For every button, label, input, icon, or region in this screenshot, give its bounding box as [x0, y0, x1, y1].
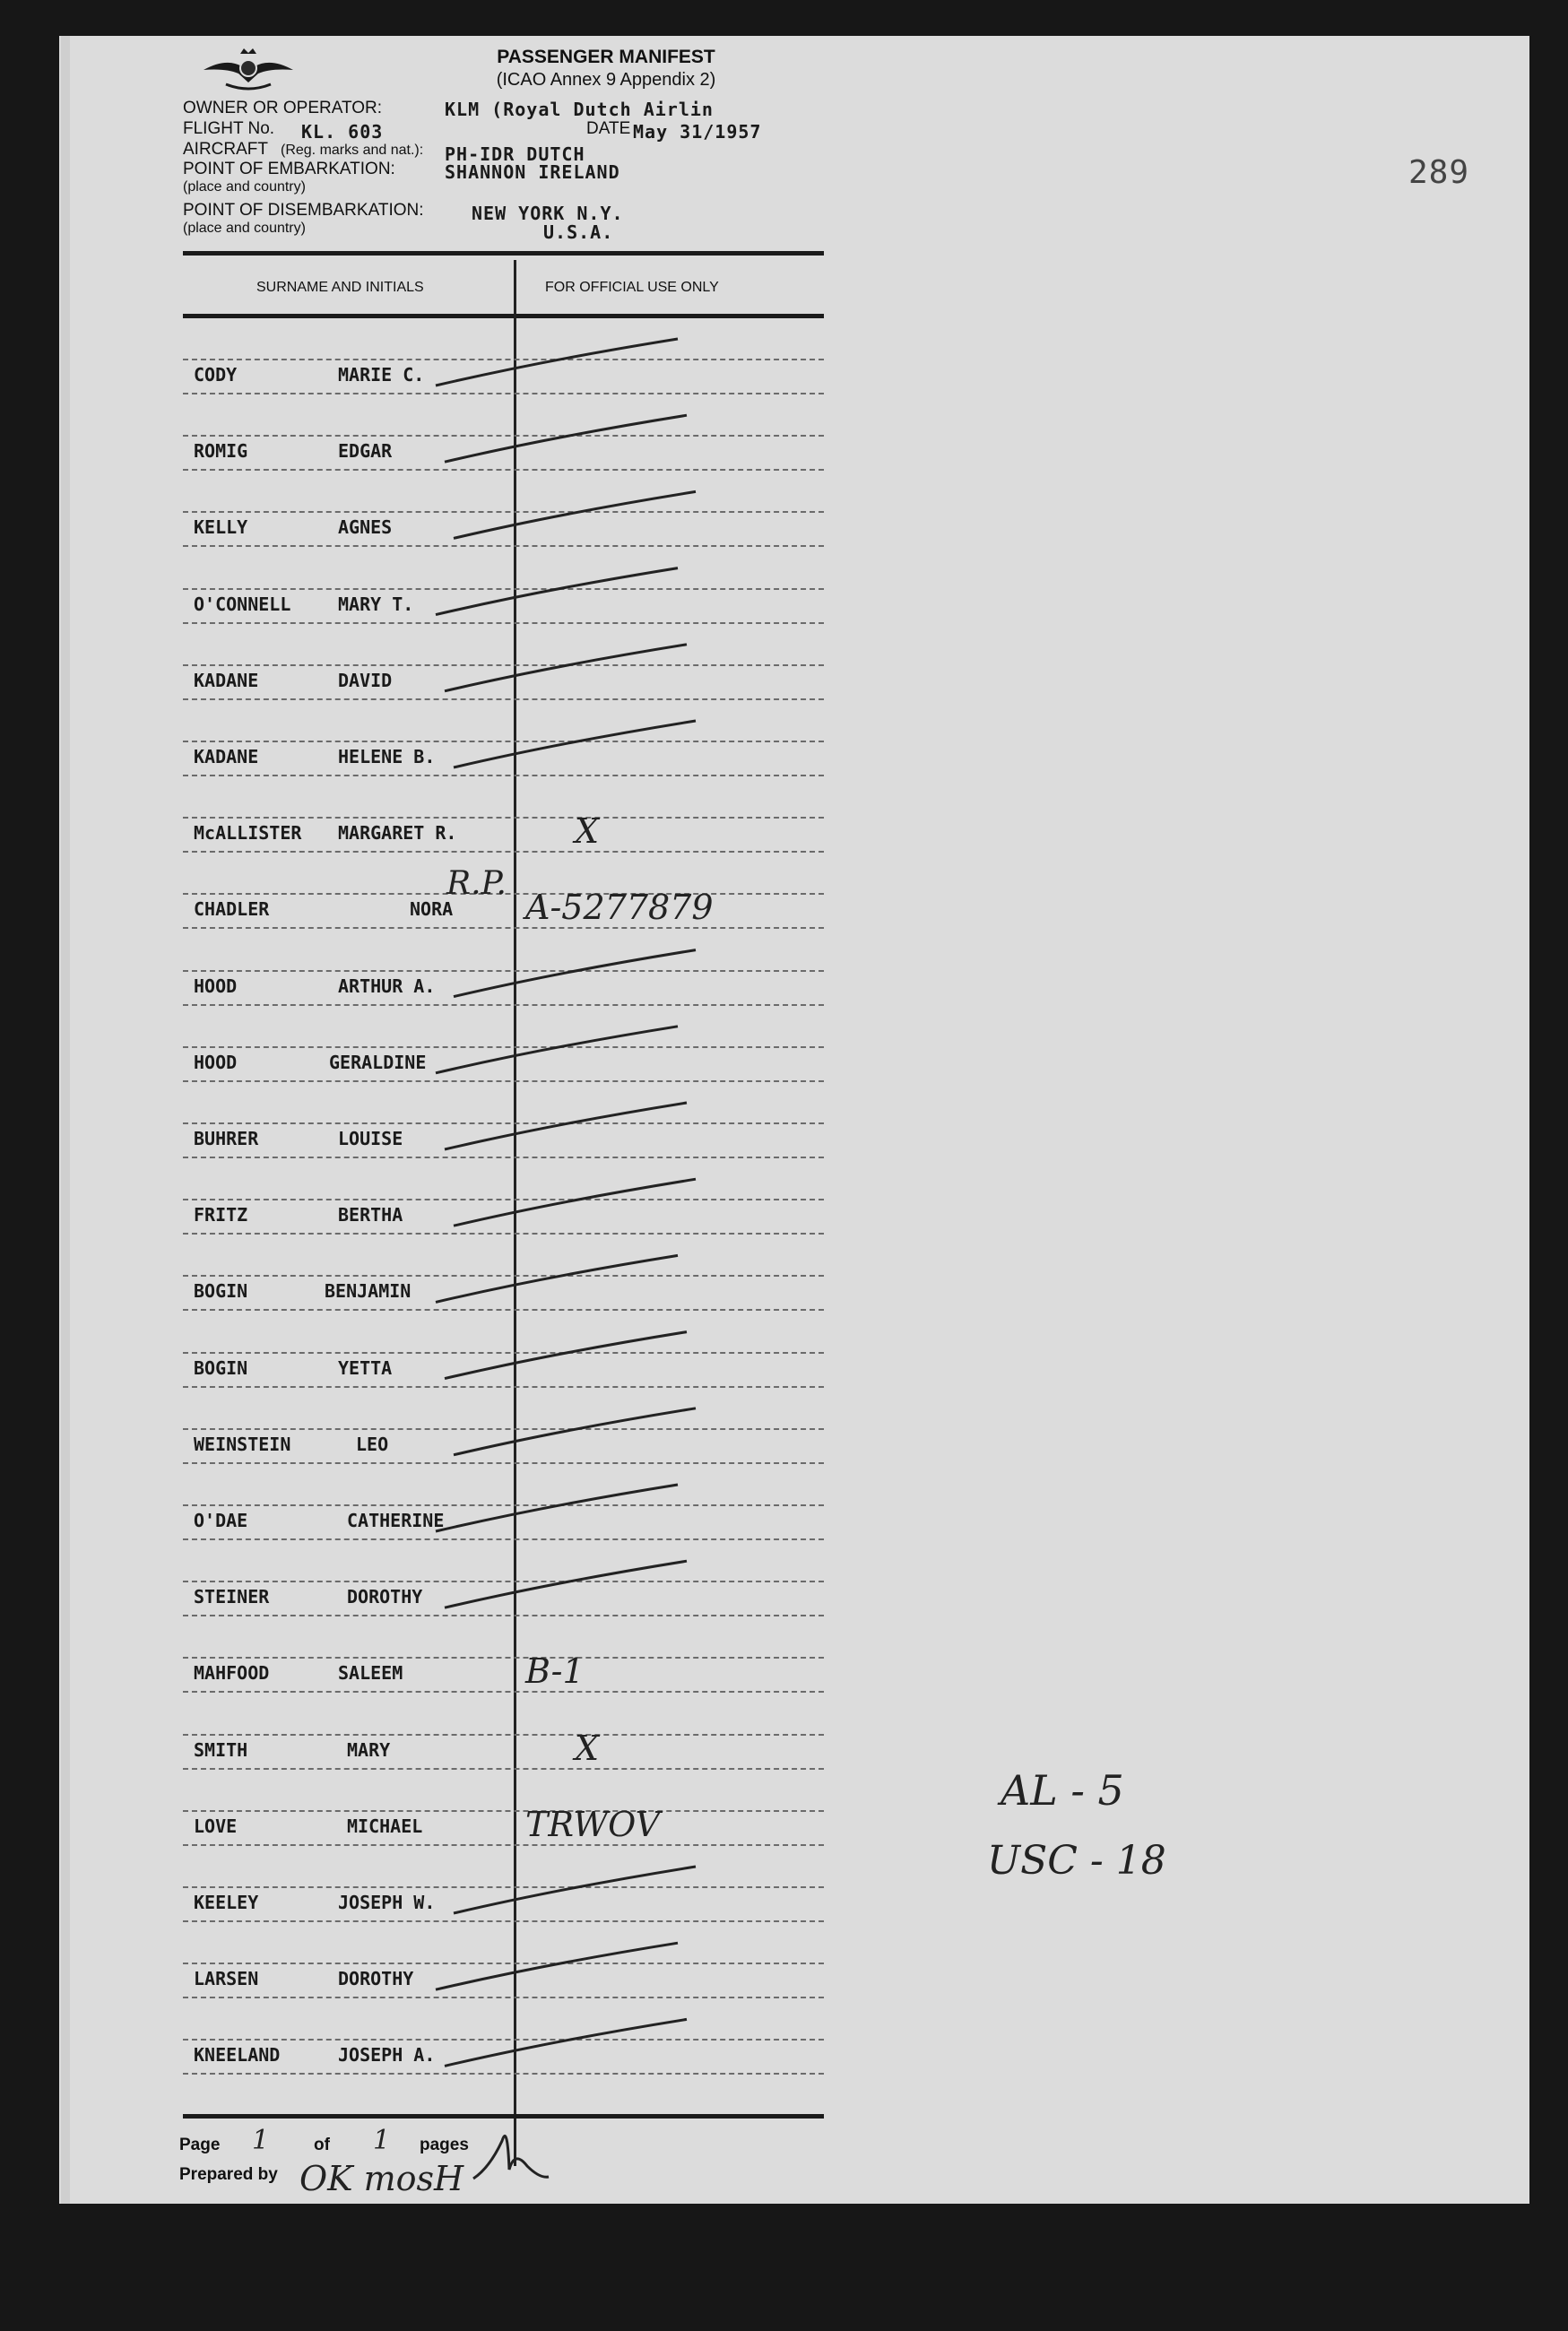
row-divider: [183, 1428, 824, 1430]
row-divider: [183, 698, 824, 700]
official-notation: X: [575, 1728, 600, 1768]
check-mark: [436, 1943, 678, 1989]
check-mark: [436, 1255, 678, 1302]
check-mark: [454, 1179, 696, 1226]
date-value: May 31/1957: [633, 121, 762, 143]
passenger-surname: BOGIN: [194, 1280, 248, 1303]
check-mark: [445, 645, 687, 691]
form-title: PASSENGER MANIFEST: [497, 47, 715, 67]
passenger-given-name: BENJAMIN: [325, 1280, 411, 1303]
passenger-given-name: MARY T.: [338, 593, 414, 615]
usc-count: USC - 18: [987, 1838, 1166, 1884]
owner-value: KLM (Royal Dutch Airlin: [445, 99, 714, 120]
official-notation: B-1: [525, 1651, 585, 1692]
check-mark: [454, 721, 696, 767]
row-divider: [183, 622, 824, 624]
row-divider: [183, 927, 824, 929]
passenger-surname: LARSEN: [194, 1968, 259, 1990]
row-divider: [183, 588, 824, 590]
row-divider: [183, 741, 824, 742]
passenger-given-name: LOUISE: [338, 1128, 403, 1149]
row-divider: [183, 469, 824, 471]
passenger-given-name: JOSEPH W.: [338, 1892, 436, 1913]
passenger-surname: LOVE: [194, 1815, 238, 1837]
column-header-divider: [183, 314, 824, 318]
rp-mark: R.P.: [446, 865, 507, 902]
passenger-given-name: SALEEM: [338, 1662, 403, 1685]
passenger-surname: KNEELAND: [194, 2044, 281, 2067]
row-divider: [183, 1122, 824, 1124]
passenger-surname: CHADLER: [194, 898, 270, 921]
of-label: of: [314, 2136, 330, 2154]
row-divider: [183, 1504, 824, 1506]
page-label: Page: [179, 2136, 221, 2154]
row-divider: [183, 1199, 824, 1200]
al-count: AL - 5: [1001, 1766, 1124, 1815]
official-notation: A-5277879: [525, 888, 714, 928]
form-title-block: [355, 41, 857, 91]
row-divider: [183, 1691, 824, 1693]
official-notation: X: [575, 811, 600, 852]
row-divider: [183, 817, 824, 819]
check-mark: [436, 339, 678, 386]
passenger-surname: STEINER: [194, 1586, 270, 1608]
passenger-surname: ROMIG: [194, 440, 248, 463]
passenger-given-name: NORA: [410, 898, 454, 921]
pages-label: pages: [420, 2136, 469, 2154]
row-divider: [183, 1844, 824, 1846]
passenger-given-name: EDGAR: [338, 440, 393, 463]
passenger-surname: O'DAE: [194, 1510, 248, 1531]
embarkation-note: (place and country): [183, 179, 306, 195]
passenger-surname: O'CONNELL: [194, 593, 291, 615]
passenger-given-name: ARTHUR A.: [338, 975, 436, 997]
check-mark: [436, 1485, 678, 1531]
row-divider: [183, 435, 824, 437]
passenger-surname: SMITH: [194, 1738, 248, 1761]
page-number: 289: [1408, 154, 1470, 191]
disembarkation-label: POINT OF DISEMBARKATION:: [183, 201, 424, 220]
embarkation-label: POINT OF EMBARKATION:: [183, 160, 395, 178]
passenger-given-name: GERALDINE: [329, 1051, 427, 1073]
passenger-given-name: MICHAEL: [347, 1815, 423, 1837]
page-value: 1: [252, 2125, 270, 2156]
embarkation-value: SHANNON IRELAND: [445, 161, 620, 183]
row-divider: [183, 851, 824, 853]
form-subtitle: (ICAO Annex 9 Appendix 2): [496, 70, 716, 90]
passenger-given-name: YETTA: [338, 1356, 393, 1379]
row-divider: [183, 1386, 824, 1388]
passenger-given-name: DAVID: [338, 669, 393, 691]
row-divider: [183, 1275, 824, 1277]
passenger-surname: BOGIN: [194, 1356, 248, 1379]
of-value: 1: [373, 2125, 391, 2156]
row-divider: [183, 1004, 824, 1006]
check-mark: [454, 491, 696, 538]
passenger-given-name: MARIE C.: [338, 364, 425, 386]
passenger-given-name: AGNES: [338, 516, 393, 539]
passenger-given-name: JOSEPH A.: [338, 2044, 436, 2067]
official-notation: TRWOV: [525, 1804, 661, 1844]
row-divider: [183, 1309, 824, 1311]
row-divider: [183, 1886, 824, 1888]
row-divider: [183, 1581, 824, 1582]
disembarkation-note: (place and country): [183, 221, 306, 236]
passenger-surname: HOOD: [194, 975, 238, 997]
row-divider: [183, 664, 824, 666]
row-divider: [183, 1920, 824, 1922]
check-mark: [436, 1027, 678, 1073]
check-mark: [454, 950, 696, 997]
passenger-surname: KEELEY: [194, 1892, 259, 1913]
passenger-surname: BUHRER: [194, 1128, 259, 1149]
passenger-surname: KADANE: [194, 669, 259, 691]
row-divider: [183, 511, 824, 513]
passenger-surname: HOOD: [194, 1051, 238, 1073]
row-divider: [183, 1080, 824, 1082]
row-divider: [183, 775, 824, 776]
owner-label: OWNER OR OPERATOR:: [183, 99, 383, 117]
passenger-given-name: MARY: [347, 1738, 391, 1761]
row-divider: [183, 1997, 824, 1998]
passenger-surname: KELLY: [194, 516, 248, 539]
row-divider: [183, 1352, 824, 1354]
signature-flourish: [463, 2114, 588, 2204]
column-header-official: FOR OFFICIAL USE ONLY: [545, 280, 719, 295]
header-divider: [183, 251, 824, 256]
check-mark: [445, 1103, 687, 1149]
disembarkation-value-2: U.S.A.: [543, 221, 614, 243]
check-mark: [436, 568, 678, 615]
preparer-signature: OK mosH: [299, 2159, 464, 2198]
klm-crown-logo-icon: [199, 45, 298, 99]
passenger-given-name: HELENE B.: [338, 746, 436, 767]
row-divider: [183, 1963, 824, 1964]
row-divider: [183, 1810, 824, 1812]
passenger-surname: FRITZ: [194, 1204, 248, 1226]
prepared-label: Prepared by: [179, 2165, 278, 2184]
passenger-given-name: CATHERINE: [347, 1510, 445, 1531]
passenger-surname: WEINSTEIN: [194, 1433, 291, 1455]
check-mark: [445, 415, 687, 462]
aircraft-value: PH-IDR DUTCH: [445, 143, 585, 165]
check-mark: [445, 1332, 687, 1379]
passenger-surname: KADANE: [194, 746, 259, 767]
date-label: DATE: [586, 119, 631, 138]
official-check-marks: [59, 36, 1529, 2204]
aircraft-label-small: (Reg. marks and nat.):: [281, 143, 424, 158]
row-divider: [183, 2073, 824, 2075]
row-divider: [183, 1734, 824, 1736]
row-divider: [183, 1657, 824, 1659]
row-divider: [183, 970, 824, 972]
row-divider: [183, 359, 824, 360]
column-header-names: SURNAME AND INITIALS: [256, 280, 424, 295]
row-divider: [183, 393, 824, 394]
passenger-given-name: DOROTHY: [347, 1586, 423, 1608]
passenger-surname: CODY: [194, 364, 238, 386]
flight-value: KL. 603: [301, 121, 384, 143]
check-mark: [445, 1561, 687, 1607]
row-divider: [183, 1233, 824, 1235]
row-divider: [183, 1768, 824, 1770]
check-mark: [445, 2019, 687, 2066]
flight-label: FLIGHT No.: [183, 119, 275, 138]
disembarkation-value: NEW YORK N.Y.: [472, 203, 624, 224]
row-divider: [183, 1538, 824, 1540]
row-divider: [183, 1615, 824, 1616]
row-divider: [183, 545, 824, 547]
check-mark: [454, 1408, 696, 1455]
aircraft-label: AIRCRAFT: [183, 140, 268, 159]
row-divider: [183, 1157, 824, 1158]
row-divider: [183, 2039, 824, 2041]
passenger-given-name: LEO: [356, 1433, 389, 1455]
check-mark: [454, 1867, 696, 1913]
passenger-surname: MAHFOOD: [194, 1662, 270, 1685]
manifest-page: [59, 36, 1529, 2204]
row-divider: [183, 1462, 824, 1464]
passenger-given-name: DOROTHY: [338, 1968, 414, 1990]
passenger-given-name: BERTHA: [338, 1204, 403, 1226]
row-divider: [183, 1046, 824, 1048]
passenger-surname: McALLISTER: [194, 822, 302, 845]
passenger-given-name: MARGARET R.: [338, 822, 457, 845]
